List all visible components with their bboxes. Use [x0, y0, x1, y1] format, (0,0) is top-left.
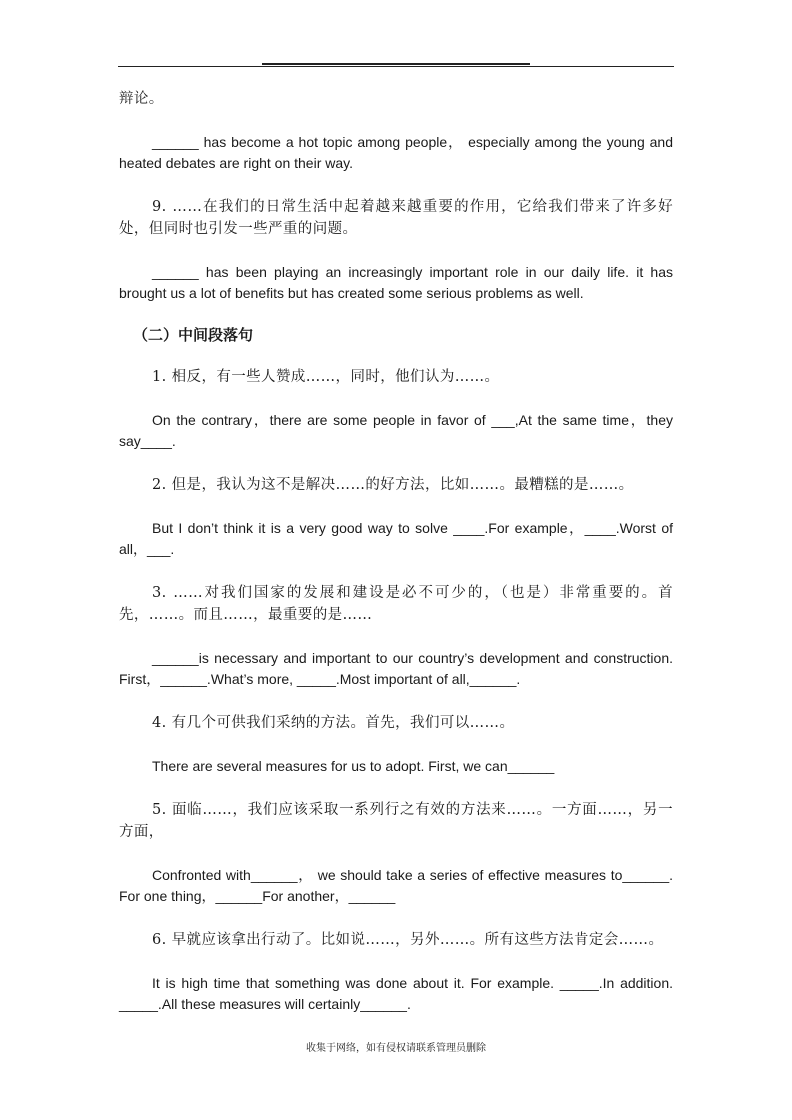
sentence-4-english: There are several measures for us to adopt. First, we can______ — [152, 758, 555, 774]
sentence-5-english: Confronted with______， we should take a series of effective measures to______. For one thing，______For another，______ — [119, 867, 673, 904]
section-heading: （二）中间段落句 — [133, 326, 254, 344]
footer-note: 收集于网络，如有侵权请联系管理员删除 — [306, 1043, 486, 1054]
sentence-4-chinese: 4. 有几个可供我们采纳的方法。首先，我们可以……。 — [152, 715, 515, 731]
sentence-9-english: ______ has been playing an increasingly important role in our daily life. it has brought us a lot of benefits but has created some serious problems as well. — [119, 264, 673, 301]
sentence-2-english: But I don’t think it is a very good way to solve ____.For example，____.Worst of all，___. — [119, 520, 673, 557]
sentence-1-chinese: 1. 相反，有一些人赞成……，同时，他们认为……。 — [152, 369, 500, 385]
sentence-6-english: It is high time that something was done about it. For example. _____.In addition. _____.All these measures will certainly______. — [119, 975, 673, 1012]
intro-fragment: 辩论。 — [119, 91, 164, 107]
header-rule — [118, 66, 674, 67]
document-body — [119, 88, 673, 1015]
sentence-8-english: ______ has become a hot topic among people， especially among the young and heated debates are right on their way. — [119, 134, 673, 171]
header-rule-accent — [262, 63, 530, 65]
sentence-1-english: On the contrary，there are some people in favor of ___,At the same time，they say____. — [119, 412, 673, 449]
sentence-3-english: ______is necessary and important to our country’s development and construction. First，______.What’s more, _____.Most important of all,______. — [119, 650, 673, 687]
sentence-9-chinese: 9. ……在我们的日常生活中起着越来越重要的作用，它给我们带来了许多好处，但同时也引发一些严重的问题。 — [119, 199, 673, 237]
sentence-3-chinese: 3. ……对我们国家的发展和建设是必不可少的，（也是）非常重要的。首先，……。而且……，最重要的是…… — [119, 585, 673, 623]
sentence-6-chinese: 6. 早就应该拿出行动了。比如说……，另外……。所有这些方法肯定会……。 — [152, 932, 664, 948]
sentence-5-chinese: 5. 面临……，我们应该采取一系列行之有效的方法来……。一方面……，另一方面， — [119, 802, 673, 840]
sentence-2-chinese: 2. 但是，我认为这不是解决……的好方法，比如……。最糟糕的是……。 — [152, 477, 634, 493]
